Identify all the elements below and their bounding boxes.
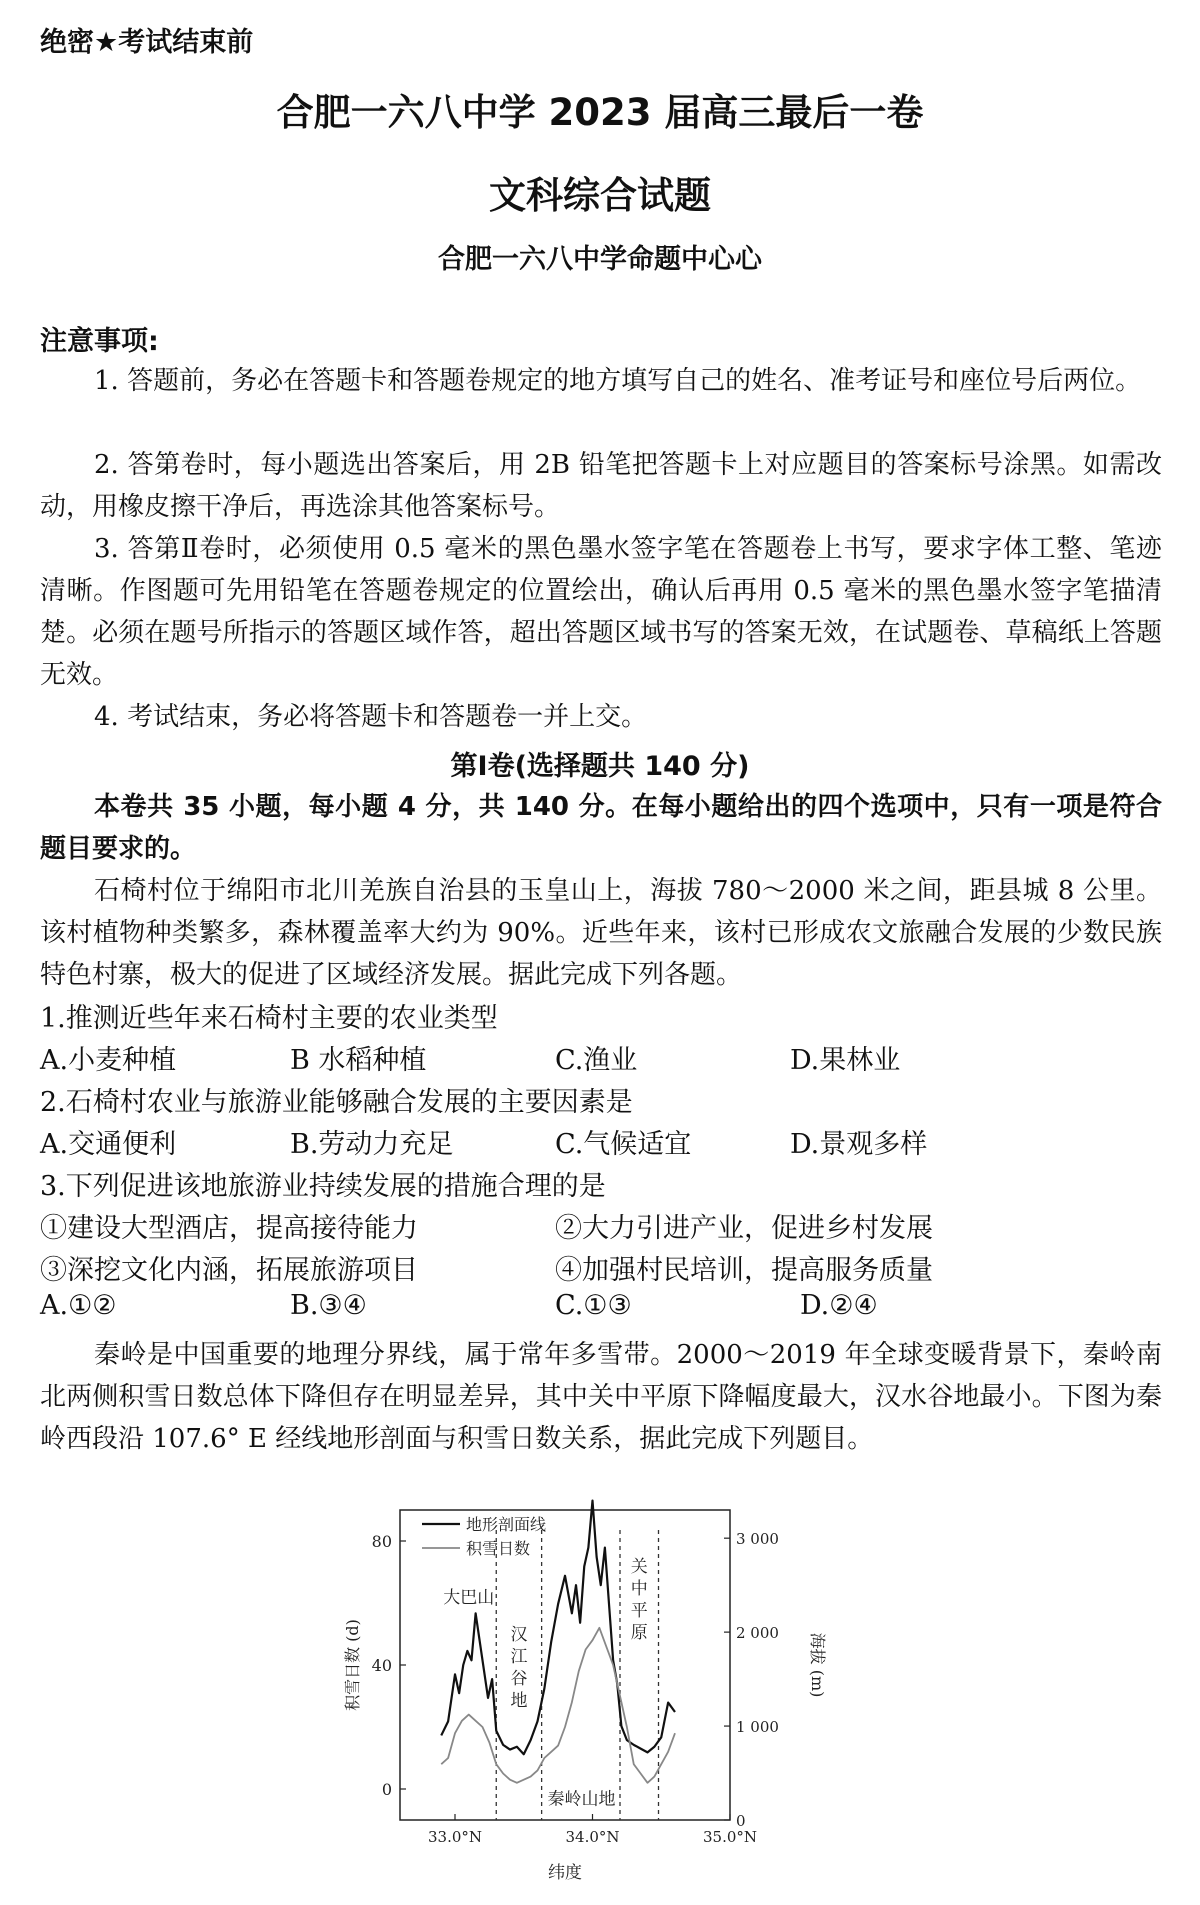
q3-item-1: ①建设大型酒店，提高接待能力 <box>40 1213 418 1244</box>
q2-option-c: C.气候适宜 <box>555 1129 692 1160</box>
q3-option-b: B.③④ <box>290 1290 367 1321</box>
y-left-tick-label: 40 <box>371 1656 392 1675</box>
confidential-label: 绝密★考试结束前 <box>40 27 254 58</box>
q1-option-c: C.渔业 <box>555 1045 638 1076</box>
y-left-tick-label: 0 <box>381 1780 392 1799</box>
region-label-hanjiang-char: 江 <box>510 1647 528 1668</box>
legend-snow-label: 积雪日数 <box>466 1539 531 1558</box>
note-item-1: 1. 答题前，务必在答题卡和答题卷规定的地方填写自己的姓名、准考证号和座位号后两位。 <box>94 366 1142 396</box>
question-2-stem: 2.石椅村农业与旅游业能够融合发展的主要因素是 <box>40 1087 633 1118</box>
x-axis-label: 纬度 <box>548 1863 582 1883</box>
region-label-hanjiang-char: 谷 <box>510 1669 528 1690</box>
q3-option-c: C.①③ <box>555 1290 632 1321</box>
region-label-dabashan: 大巴山 <box>443 1588 495 1608</box>
region-label-guanzhong-char: 原 <box>630 1623 648 1643</box>
q2-option-a: A.交通便利 <box>40 1129 177 1160</box>
y-right-tick-label: 0 <box>736 1812 746 1830</box>
region-label-guanzhong-char: 关 <box>630 1557 648 1577</box>
exam-subject: 文科综合试题 <box>489 174 711 217</box>
exam-issuer: 合肥一六八中学命题中心心 <box>438 244 762 275</box>
region-label-guanzhong-char: 平 <box>630 1601 648 1621</box>
q1-option-d: D.果林业 <box>790 1045 901 1076</box>
region-label-hanjiang-char: 地 <box>510 1691 528 1712</box>
y-right-tick-label: 3 000 <box>736 1530 779 1549</box>
region-label-hanjiang-char: 汉 <box>510 1625 528 1646</box>
q1-option-b: B 水稻种植 <box>290 1045 427 1076</box>
q1-option-a: A.小麦种植 <box>40 1045 177 1076</box>
section-title: 第Ⅰ卷(选择题共 140 分) <box>450 751 750 782</box>
question-1-stem: 1.推测近些年来石椅村主要的农业类型 <box>40 1003 498 1034</box>
x-tick-label: 34.0°N <box>565 1828 620 1846</box>
y-left-axis-label: 积雪日数 (d) <box>343 1619 362 1711</box>
question-3-stem: 3.下列促进该地旅游业持续发展的措施合理的是 <box>40 1171 606 1202</box>
chart-frame <box>400 1510 730 1820</box>
y-right-tick-label: 2 000 <box>736 1624 779 1643</box>
y-left-tick-label: 80 <box>371 1532 392 1551</box>
q2-option-b: B.劳动力充足 <box>290 1129 454 1160</box>
q3-item-3: ③深挖文化内涵，拓展旅游项目 <box>40 1255 418 1286</box>
exam-title: 合肥一六八中学 2023 届高三最后一卷 <box>276 91 924 134</box>
snow-days-line <box>441 1628 675 1783</box>
note-item-2: 2. 答第卷时，每小题选出答案后，用 2B 铅笔把答题卡上对应题目的答案标号涂黑。如需改动，用橡皮擦干净后，再选涂其他答案标号。 <box>40 450 1162 522</box>
section-instruction: 本卷共 35 小题，每小题 4 分，共 140 分。在每小题给出的四个选项中，只有一项是符合题目要求的。 <box>40 792 1162 864</box>
q3-option-a: A.①② <box>40 1290 117 1321</box>
notes-title: 注意事项: <box>40 326 159 357</box>
passage-1: 石椅村位于绵阳市北川羌族自治县的玉皇山上，海拔 780～2000 米之间，距县城 8 公里。该村植物种类繁多，森林覆盖率大约为 90%。近些年来，该村已形成农文旅融合发展的少数民族特色村寨，极大的促进了区域经济发展。据此完成下列各题。 <box>40 876 1162 990</box>
profile-chart <box>330 1490 870 1900</box>
x-tick-label: 33.0°N <box>427 1828 483 1846</box>
q2-option-d: D.景观多样 <box>790 1129 928 1160</box>
region-label-qinling: 秦岭山地 <box>547 1789 616 1810</box>
legend-terrain-label: 地形剖面线 <box>466 1515 547 1534</box>
y-right-tick-label: 1 000 <box>736 1718 779 1737</box>
q3-item-2: ②大力引进产业，促进乡村发展 <box>555 1213 933 1244</box>
note-item-3: 3. 答第Ⅱ卷时，必须使用 0.5 毫米的黑色墨水签字笔在答题卷上书写，要求字体工整、笔迹清晰。作图题可先用铅笔在答题卷规定的位置绘出，确认后再用 0.5 毫米的黑色墨水签字笔描清楚。必须在题号所指示的答题区域作答，超出答题区域书写的答案无效，在试题卷、草稿纸上答题无效。 <box>40 534 1162 690</box>
q3-option-d: D.②④ <box>800 1290 878 1321</box>
plot-border <box>400 1510 730 1820</box>
note-item-4: 4. 考试结束，务必将答题卡和答题卷一并上交。 <box>94 702 648 732</box>
region-label-guanzhong-char: 中 <box>630 1579 648 1599</box>
x-tick-label: 35.0°N <box>702 1828 758 1846</box>
passage-2: 秦岭是中国重要的地理分界线，属于常年多雪带。2000～2019 年全球变暖背景下，秦岭南北两侧积雪日数总体下降但存在明显差异，其中关中平原下降幅度最大，汉水谷地最小。下图为秦岭西段沿 107.6° E 经线地形剖面与积雪日数关系，据此完成下列题目。 <box>40 1340 1162 1454</box>
q3-item-4: ④加强村民培训，提高服务质量 <box>555 1255 933 1286</box>
y-right-axis-label: 海拔 (m) <box>808 1632 827 1698</box>
